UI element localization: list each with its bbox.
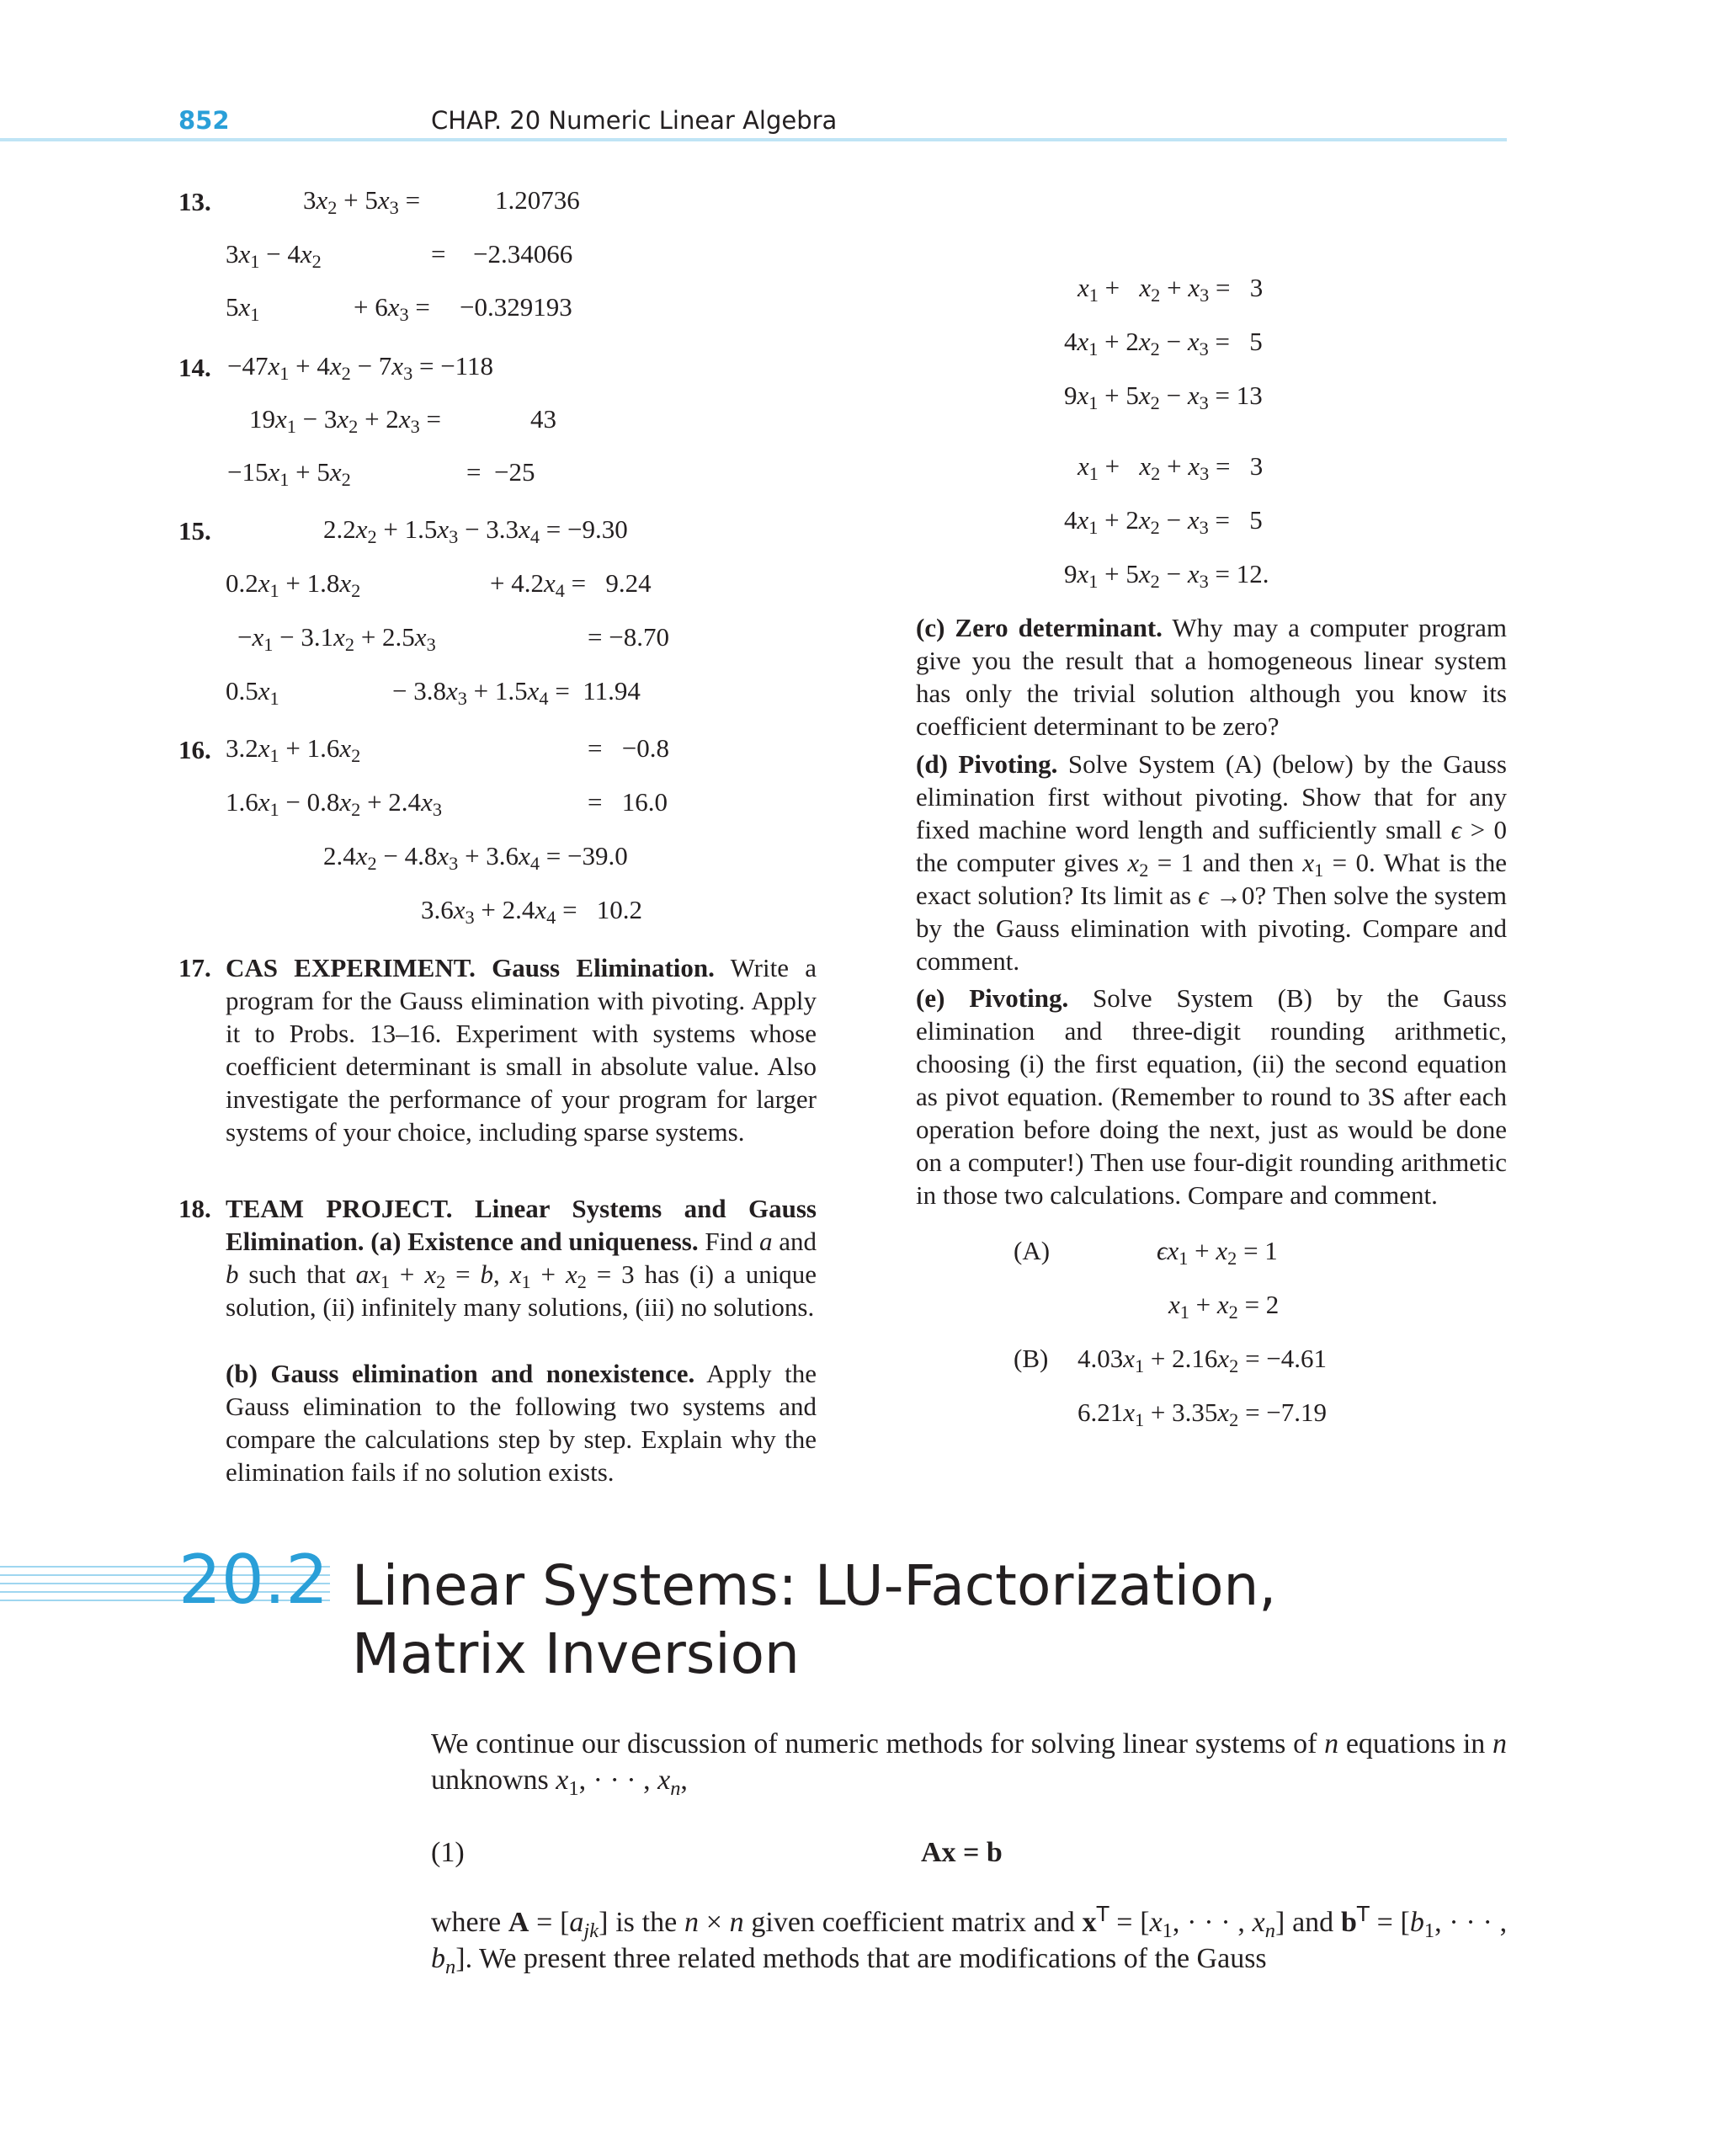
p13-eq3-rhs: −0.329193 (460, 292, 572, 322)
section-where-text: where $A = [a_{jk}]$ is the n × n given coefficient matrix and $x^T = [x_1$, · · · , $x_n$] and $b^T = [b_1$, · · · , $b_n$]. We present three related methods that are modifications of the Gauss (431, 1901, 1508, 1978)
system-b-eq1: $4.03x_1 + 2.16x_2 = -4.61$ (1078, 1344, 1328, 1377)
p16-eq2-lhs: $1.6x_1 - 0.8x_2 + 2.4x_3$ (226, 787, 442, 821)
p18b-sys1-eq2: $4x_1 + 2x_2 - x_3 = 5$ (1064, 327, 1263, 360)
problem-17-label: 17. (178, 953, 211, 982)
p14-eq2-lhs: $19x_1 - 3x_2 + 2x_3$ = (249, 404, 441, 438)
p13-eq2-eq: = (431, 239, 446, 269)
problem-18-label: 18. (178, 1194, 211, 1223)
problem-18-b: (b) Gauss elimination and nonexistence. Apply the Gauss elimination to the following two systems and compare the calculations step by step. Explain why the elimination fails if no solution exists. (226, 1359, 817, 1487)
p15-eq4-rhs: − $3.8x_3 + 1.5x_4 = 11.94$ (392, 676, 641, 710)
problem-17-text: CAS EXPERIMENT. Gauss Elimination. Write a program for the Gauss elimination with pivoting. Apply it to Probs. 13–16. Experiment with systems whose coefficient determinant is small in absolute value. Also investigate the performance of your program for larger systems of your choice, including sparse systems. (226, 953, 817, 1147)
problem-18-e: (e) Pivoting. Solve System (B) by the Gauss elimination and three-digit rounding arithmetic, choosing (i) the first equation, (ii) the second equation as pivot equation. (Remember to round to 3S after each operation before doing the next, just as would be done on a computer!) Then use four-digit rounding arithmetic in those two calculations. Compare and comment. (916, 983, 1507, 1210)
problem-14-label: 14. (178, 353, 211, 382)
p14-eq2-rhs: 43 (530, 404, 556, 434)
p15-eq2-lhs: $0.2x_1 + 1.8x_2$ (226, 568, 361, 602)
p13-eq1-rhs: 1.20736 (495, 185, 580, 215)
section-title-line1: Linear Systems: LU-Factorization, (352, 1553, 1277, 1618)
problem-13-label: 13. (178, 187, 211, 216)
p16-eq3: $2.4x_2 - 4.8x_3 + 3.6x_4 = -39.0$ (323, 841, 628, 875)
problem-18-a-title: (a) Existence and uniqueness. (370, 1227, 699, 1256)
p15-eq4-lhs: $0.5x_1$ (226, 676, 279, 710)
problem-18-c-title: (c) Zero determinant. (916, 613, 1163, 642)
p15-eq1: $2.2x_2 + 1.5x_3 - 3.3x_4 = -9.30$ (323, 514, 628, 548)
p16-eq4: $3.6x_3 + 2.4x_4 = 10.2$ (421, 895, 643, 929)
header-rule (0, 138, 1507, 141)
p16-eq2-rhs: = 16.0 (588, 787, 668, 817)
problem-17-title: CAS EXPERIMENT. Gauss Elimination. (226, 953, 715, 982)
p18b-sys2-eq2: $4x_1 + 2x_2 - x_3 = 5$ (1064, 505, 1263, 539)
system-a-label: (A) (1014, 1236, 1051, 1265)
p16-eq1-rhs: = −0.8 (588, 733, 669, 763)
system-b-eq2: $6.21x_1 + 3.35x_2 = -7.19$ (1078, 1397, 1328, 1431)
problem-15-label: 15. (178, 516, 211, 546)
p13-eq2-rhs: −2.34066 (473, 239, 573, 269)
section-number: 20.2 (178, 1541, 329, 1619)
section-title-line2: Matrix Inversion (352, 1621, 800, 1686)
p18b-sys1-eq1: $x_1 + x_2 + x_3 = 3$ (1078, 273, 1264, 306)
p14-eq1: $-47x_1 + 4x_2 - 7x_3 = -118$ (227, 351, 494, 385)
problem-18-c: (c) Zero determinant. Why may a computer program give you the result that a homogeneous linear system has only the trivial solution although you know its coefficient determinant to be zero? (916, 613, 1507, 741)
p16-eq1-lhs: $3.2x_1 + 1.6x_2$ (226, 733, 361, 767)
p13-eq2-lhs: $3x_1 - 4x_2$ (226, 239, 322, 273)
p13-eq3-lhs: $5x_1$ (226, 292, 260, 326)
p18b-sys1-eq3: $9x_1 + 5x_2 - x_3 = 13$ (1064, 381, 1263, 414)
p18b-sys2-eq3: $9x_1 + 5x_2 - x_3 = 12$. (1064, 559, 1269, 593)
p18b-sys2-eq1: $x_1 + x_2 + x_3 = 3$ (1078, 451, 1264, 485)
p14-eq3-lhs: $-15x_1 + 5x_2$ (227, 457, 351, 491)
system-b-label: (B) (1014, 1344, 1049, 1373)
p15-eq3-lhs: $-x_1 - 3.1x_2 + 2.5x_3$ (237, 622, 436, 656)
system-a-eq2: $x_1 + x_2 = 2$ (1168, 1290, 1280, 1323)
page-number: 852 (178, 106, 230, 135)
p13-eq1-lhs: $3x_2 + 5x_3$ = (303, 185, 421, 219)
problem-18-a: TEAM PROJECT. Linear Systems and Gauss Elimination. (a) Existence and uniqueness. Find a and b such that $ax_1 + x_2 = b$, $x_1 + x_2 = 3$ has (i) a unique solution, (ii) infinitely many solutions, (iii) no solutions. (226, 1194, 817, 1322)
equation-1: Ax = b (921, 1837, 1003, 1868)
p14-eq3-rhs: = −25 (466, 457, 535, 487)
equation-label-1: (1) (431, 1837, 465, 1868)
chapter-title: CHAP. 20 Numeric Linear Algebra (431, 106, 838, 135)
section-intro: We continue our discussion of numeric methods for solving linear systems of n equations in n unknowns $x_1$, · · · , $x_n$, (431, 1728, 1508, 1800)
p15-eq3-rhs: = −8.70 (588, 622, 669, 652)
problem-18-e-title: (e) Pivoting. (916, 983, 1069, 1013)
problem-18-d: (d) Pivoting. Solve System (A) (below) by the Gauss elimination first without pivoting. Show that for any fixed machine word length and sufficiently small ϵ > 0 the computer gives $x_2 = 1$ and then $x_1 = 0$. What is the exact solution? Its limit as ϵ →0? Then solve the system by the Gauss elimination with pivoting. Compare and comment. (916, 749, 1507, 976)
problem-16-label: 16. (178, 735, 211, 764)
p15-eq2-rhs: + $4.2x_4 = 9.24$ (490, 568, 652, 602)
p13-eq3-mid: + $6x_3$ = (354, 292, 430, 326)
system-a-eq1: $\epsilon x_1 + x_2 = 1$ (1157, 1236, 1278, 1270)
problem-18-title: TEAM PROJECT. Linear Systems and Gauss Elimination. (226, 1194, 817, 1256)
problem-18-b-title: (b) Gauss elimination and nonexistence. (226, 1359, 695, 1388)
problem-18-d-title: (d) Pivoting. (916, 749, 1058, 779)
